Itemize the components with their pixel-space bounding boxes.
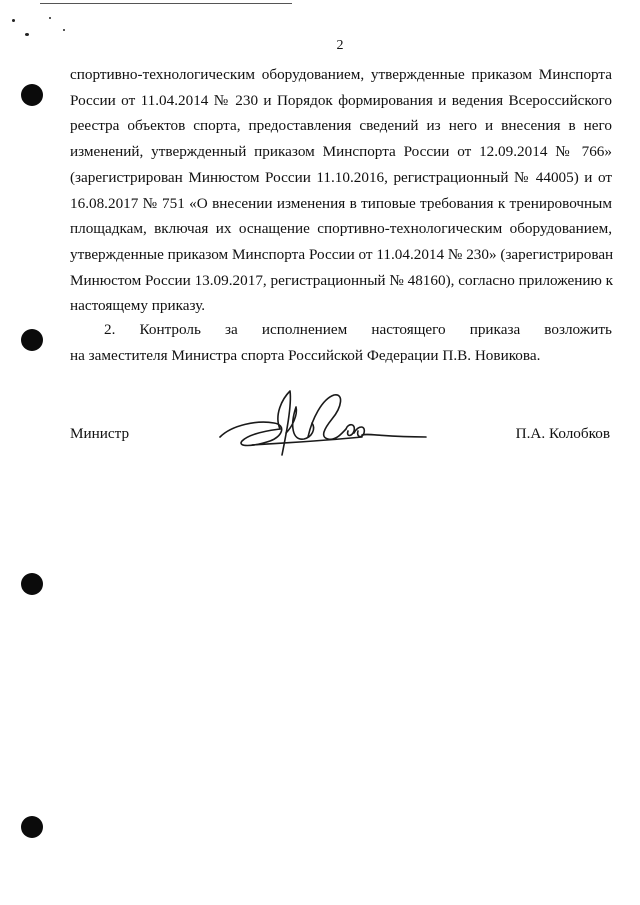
word: возложить [544, 321, 612, 338]
handwritten-signature [212, 385, 442, 470]
punch-hole [21, 84, 43, 106]
text-line: (зарегистрирован Минюстом России 11.10.2016, регистрационный № 44005) и от [70, 168, 612, 186]
word: Контроль [139, 321, 201, 338]
word: за [225, 321, 238, 338]
text-line: России от 11.04.2014 № 230 и Порядок формирования и ведения Всероссийского [70, 91, 612, 109]
paragraph-1 [70, 62, 612, 319]
word: исполнением [261, 321, 348, 338]
text-line: Минюстом России 13.09.2017, регистрационный № 48160), согласно приложению к [70, 271, 614, 289]
punch-hole [21, 573, 43, 595]
signatory-name: П.А. Колобков [515, 425, 610, 442]
page-number: 2 [336, 38, 344, 53]
text-line: изменений, утвержденный приказом Минспорта России от 12.09.2014 № 766» [70, 143, 612, 161]
paragraph-2-first-line [70, 317, 612, 343]
top-edge-line [40, 3, 292, 4]
text-line: на заместителя Министра спорта Российской Федерации П.В. Новикова. [70, 346, 541, 364]
punch-hole [21, 816, 43, 838]
scan-speck [49, 17, 51, 19]
signatory-title: Министр [70, 425, 130, 442]
punch-hole [21, 329, 43, 351]
text-line: площадкам, включая их оснащение спортивно-технологическим оборудованием, [70, 220, 612, 238]
text-line: утвержденные приказом Минспорта России от 11.04.2014 № 230» (зарегистрирован [70, 245, 614, 263]
text-line: 16.08.2017 № 751 «О внесении изменения в типовые требования к тренировочным [70, 194, 612, 212]
word: настоящего [371, 321, 446, 338]
scan-speck [12, 19, 15, 22]
text-line: настоящему приказу. [70, 297, 206, 315]
text-line: реестра объектов спорта, предоставления сведений из него и внесения в него [70, 117, 612, 135]
text-line: спортивно-технологическим оборудованием, утвержденные приказом Минспорта [70, 66, 612, 83]
scan-speck [25, 33, 29, 36]
word: приказа [469, 321, 521, 338]
scan-speck [63, 29, 65, 31]
item-number: 2. [104, 321, 116, 338]
paragraph-2 [70, 317, 612, 368]
